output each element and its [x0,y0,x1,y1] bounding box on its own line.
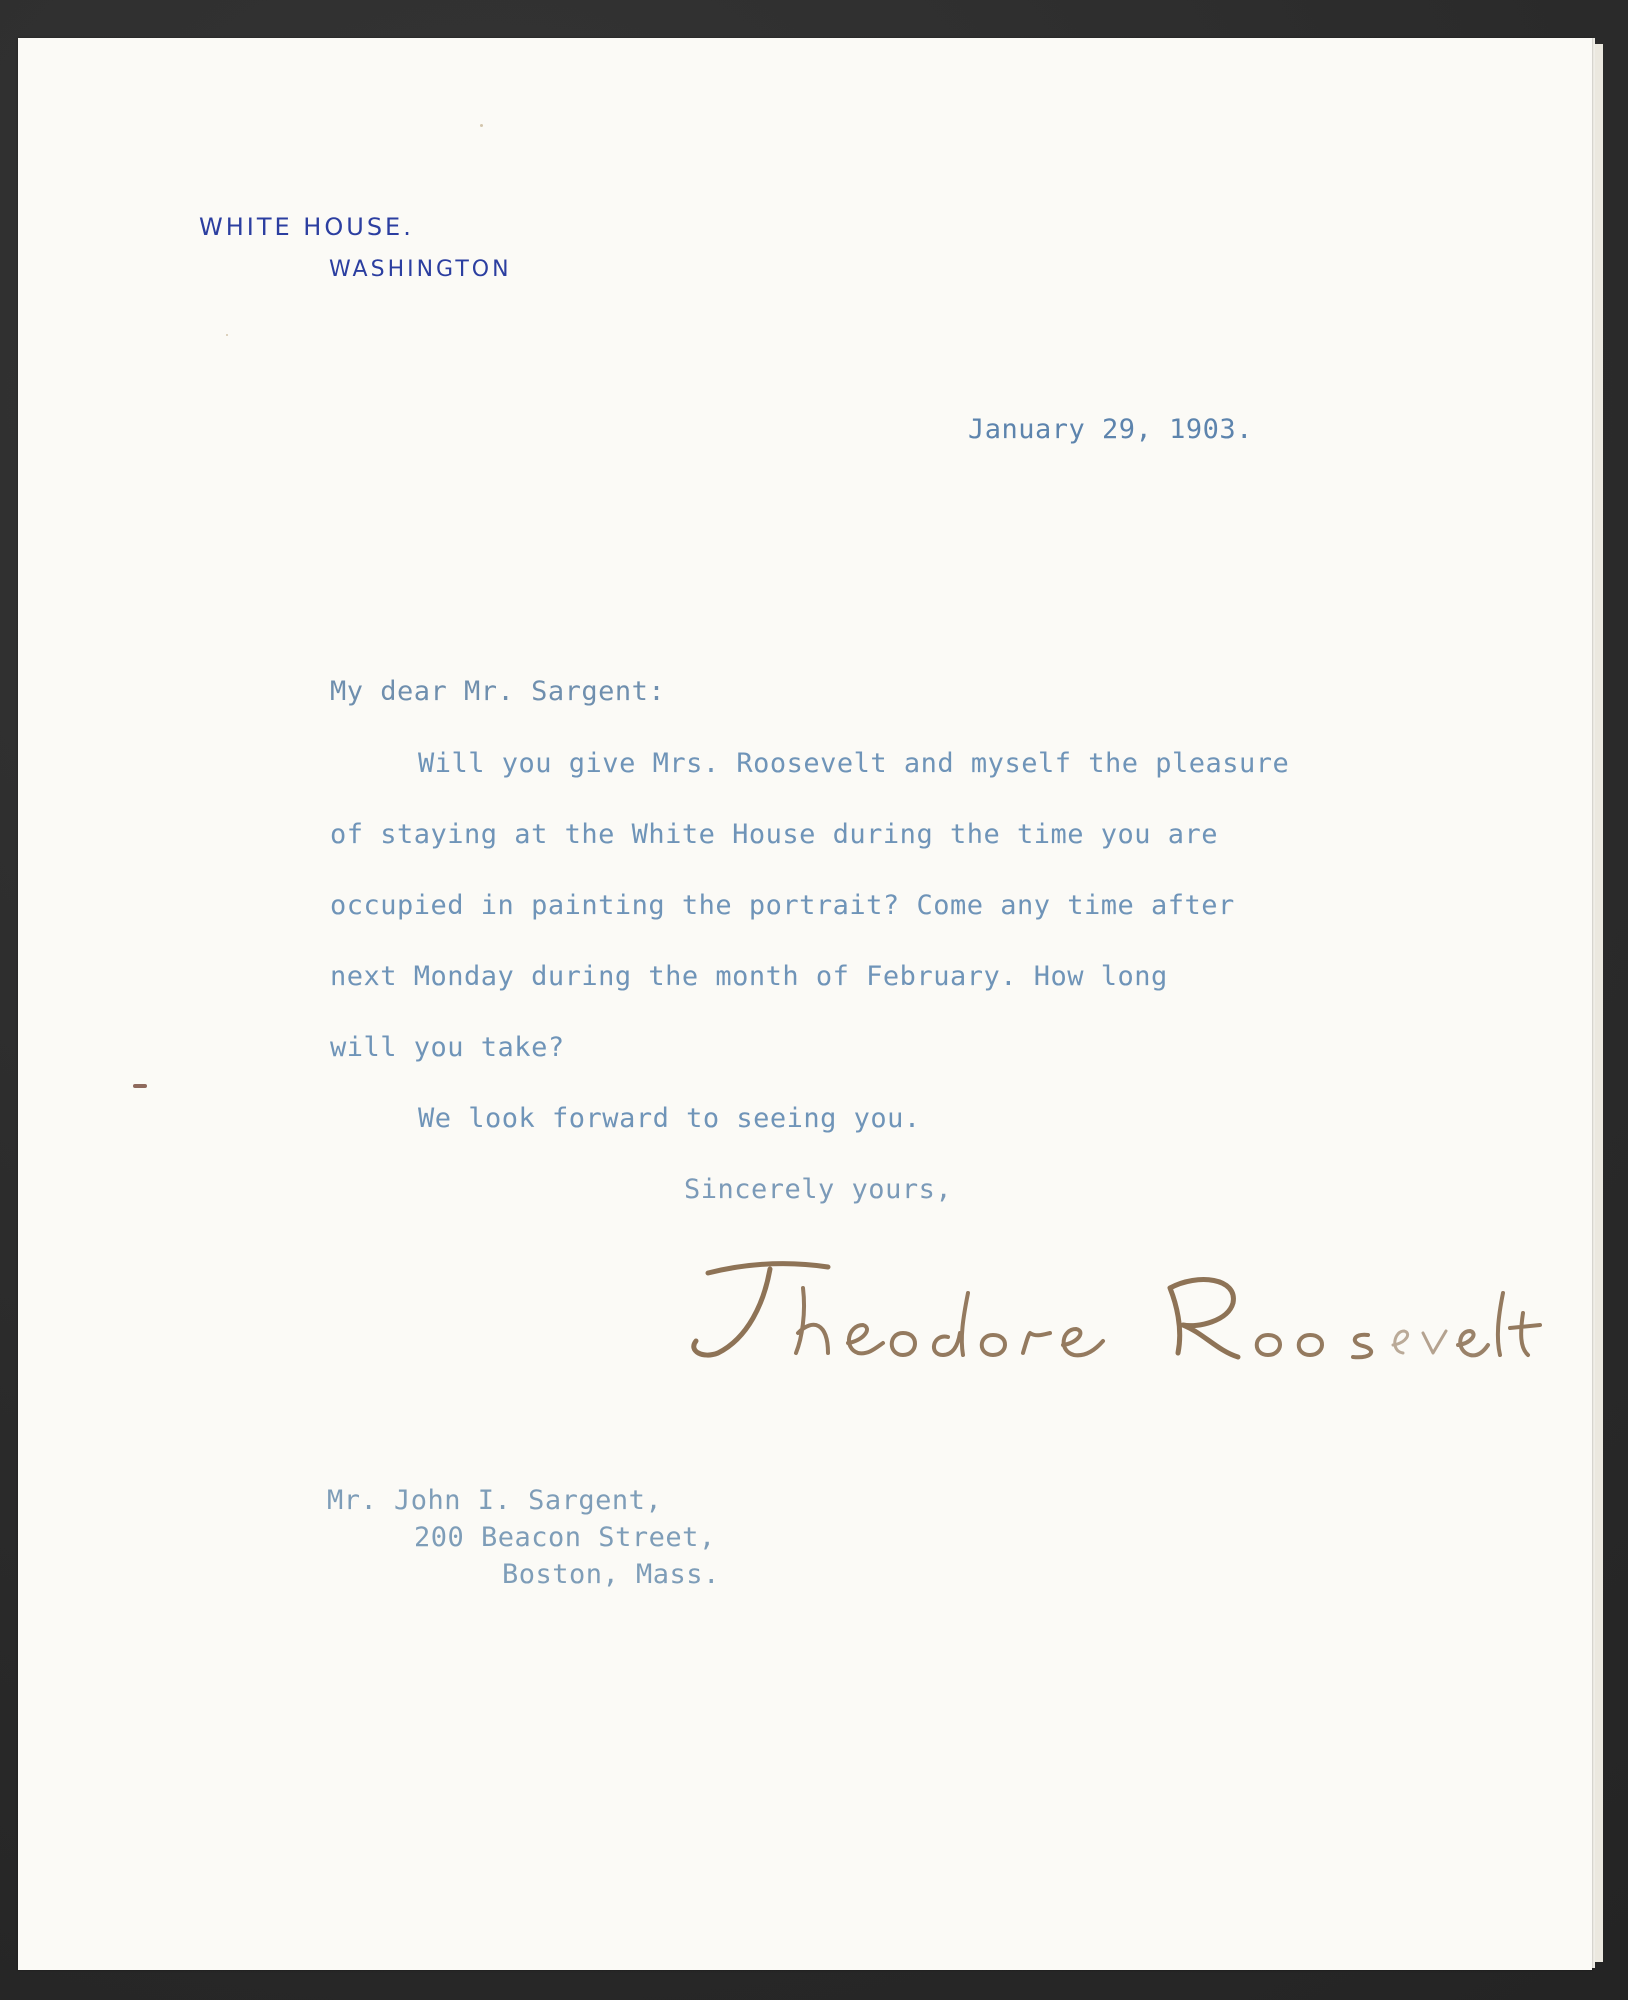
body-line: occupied in painting the portrait? Come any time after [330,890,1235,921]
closing: Sincerely yours, [684,1174,953,1205]
body-line: We look forward to seeing you. [418,1103,921,1134]
body-line: will you take? [330,1032,565,1063]
letter-page [18,38,1592,1970]
letter-date: January 29, 1903. [968,414,1253,445]
body-line: Will you give Mrs. Roosevelt and myself the pleasure [418,748,1290,779]
body-line: of staying at the White House during the time you are [330,819,1219,850]
letterhead-subtitle: WASHINGTON [329,257,512,282]
address-line: Boston, Mass. [502,1559,720,1590]
paper-speck [480,124,483,127]
ink-mark [133,1084,147,1088]
address-line: 200 Beacon Street, [414,1522,716,1553]
body-line: next Monday during the month of February. How long [330,961,1168,992]
letterhead-title: WHITE HOUSE. [199,213,414,241]
address-line: Mr. John I. Sargent, [327,1485,663,1516]
paper-speck [226,334,228,336]
salutation: My dear Mr. Sargent: [330,676,666,707]
signature-handwritten [678,1233,1558,1373]
